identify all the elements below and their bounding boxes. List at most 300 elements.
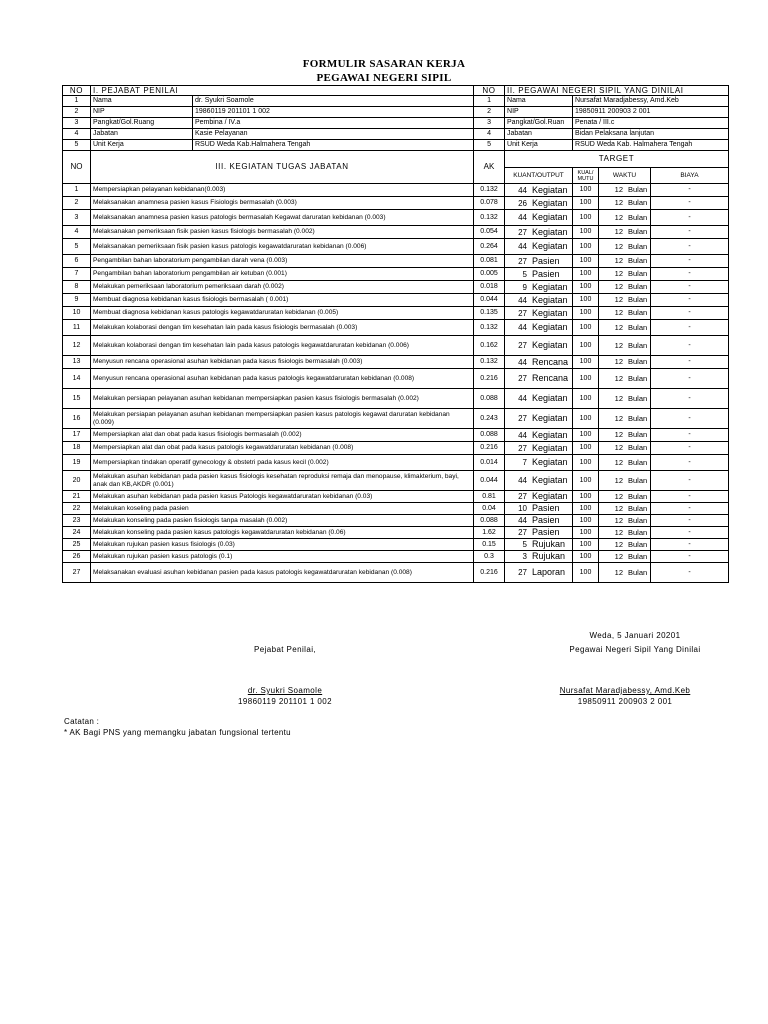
form-title: FORMULIR SASARAN KERJA xyxy=(302,58,466,70)
row-description: Pengambilan bahan laboratorium pengambilan air ketuban (0.001) xyxy=(91,268,474,281)
row-ak: 0.054 xyxy=(474,226,505,239)
row-waktu-unit: Bulan xyxy=(628,241,648,251)
row-no: 6 xyxy=(63,255,91,268)
row-biaya: - xyxy=(651,307,729,320)
row-mutu: 100 xyxy=(573,336,599,356)
row-waktu-value: 12 xyxy=(614,256,623,265)
row-mutu: 100 xyxy=(573,307,599,320)
table-row xyxy=(63,197,729,210)
info-value-right: Bidan Pelaksana lanjutan xyxy=(573,129,729,140)
row-no: 19 xyxy=(63,455,91,471)
row-kuant-output xyxy=(505,210,573,226)
row-description: Melakukan pemeriksaan laboratorium pemeriksaan darah (0.002) xyxy=(91,281,474,294)
row-kuant-output xyxy=(505,226,573,239)
row-mutu: 100 xyxy=(573,389,599,409)
row-no: 17 xyxy=(63,429,91,442)
row-mutu: 100 xyxy=(573,369,599,389)
row-no: 3 xyxy=(63,210,91,226)
row-biaya: - xyxy=(651,551,729,563)
right-signer-name: Nursafat Maradjabessy, Amd.Keb xyxy=(559,686,691,695)
info-label-left: Nama xyxy=(91,96,193,107)
row-waktu-value: 12 xyxy=(614,340,623,350)
header-no-left: NO xyxy=(63,86,91,96)
row-kuant-output xyxy=(505,184,573,197)
right-signer-title: Pegawai Negeri Sipil Yang Dinilai xyxy=(569,645,701,654)
table-row xyxy=(63,356,729,369)
col-target-header: TARGET xyxy=(505,151,729,168)
row-no: 13 xyxy=(63,356,91,369)
row-description: Mempersiapkan alat dan obat pada kasus fisiologis bermasalah (0.002) xyxy=(91,429,474,442)
row-qty: 27 xyxy=(518,374,527,383)
row-ak: 0.3 xyxy=(474,551,505,563)
row-kuant-output xyxy=(505,268,573,281)
table-row xyxy=(63,294,729,307)
row-kuant-output xyxy=(505,369,573,389)
row-waktu-value: 12 xyxy=(614,430,623,439)
row-biaya: - xyxy=(651,527,729,539)
row-waktu xyxy=(599,184,651,197)
row-waktu xyxy=(599,336,651,356)
row-biaya: - xyxy=(651,281,729,294)
row-waktu-value: 12 xyxy=(614,515,623,525)
row-waktu xyxy=(599,197,651,210)
row-waktu-unit: Bulan xyxy=(628,515,648,525)
row-biaya: - xyxy=(651,197,729,210)
col-kual-header: KUAL/ MUTU xyxy=(573,168,599,184)
row-description: Melaksanakan anamnesa pasien kasus patologis bermasalah Kegawat daruratan kebidanan (0.003) xyxy=(91,210,474,226)
row-biaya: - xyxy=(651,491,729,503)
info-no-left: 3 xyxy=(63,118,91,129)
row-ak: 0.132 xyxy=(474,184,505,197)
row-waktu-unit: Bulan xyxy=(628,457,648,467)
row-no: 27 xyxy=(63,563,91,583)
row-output-unit: Kegiatan xyxy=(532,294,568,305)
row-no: 8 xyxy=(63,281,91,294)
table-row xyxy=(63,389,729,409)
row-mutu: 100 xyxy=(573,455,599,471)
info-value-right: RSUD Weda Kab. Halmahera Tengah xyxy=(573,140,729,151)
row-waktu-value: 12 xyxy=(614,567,623,577)
row-waktu-value: 12 xyxy=(614,357,623,366)
row-waktu-value: 12 xyxy=(614,443,623,452)
row-qty: 5 xyxy=(522,540,527,549)
row-qty: 27 xyxy=(518,443,527,453)
row-qty: 9 xyxy=(522,282,527,292)
table-row xyxy=(63,503,729,515)
row-waktu xyxy=(599,409,651,429)
info-value-left: Kasie Pelayanan xyxy=(193,129,474,140)
row-waktu-value: 12 xyxy=(614,241,623,251)
row-mutu: 100 xyxy=(573,515,599,527)
row-description: Menyusun rencana operasional asuhan kebidanan pada kasus patologis kegawatdaruratan kebidanan (0.008) xyxy=(91,369,474,389)
row-waktu-value: 12 xyxy=(614,413,623,423)
row-description: Membuat diagnosa kebidanan kasus fisiologis bermasalah ( 0.001) xyxy=(91,294,474,307)
row-waktu-value: 12 xyxy=(614,393,623,403)
row-mutu: 100 xyxy=(573,563,599,583)
row-kuant-output xyxy=(505,539,573,551)
table-row xyxy=(63,268,729,281)
row-mutu: 100 xyxy=(573,442,599,455)
row-biaya: - xyxy=(651,471,729,491)
row-mutu: 100 xyxy=(573,409,599,429)
row-kuant-output xyxy=(505,336,573,356)
row-output-unit: Pasien xyxy=(532,268,560,279)
row-mutu: 100 xyxy=(573,429,599,442)
row-no: 25 xyxy=(63,539,91,551)
row-biaya: - xyxy=(651,455,729,471)
row-description: Melaksanakan pemeriksaan fisik pasien kasus fisiologis bermasalah (0.002) xyxy=(91,226,474,239)
row-waktu-unit: Bulan xyxy=(628,443,648,452)
left-signer-title: Pejabat Penilai, xyxy=(254,645,316,654)
row-mutu: 100 xyxy=(573,281,599,294)
row-output-unit: Kegiatan xyxy=(532,393,568,403)
info-no-right: 4 xyxy=(474,129,505,140)
row-ak: 0.135 xyxy=(474,307,505,320)
row-biaya: - xyxy=(651,210,729,226)
info-value-left: 19860119 201101 1 002 xyxy=(193,107,474,118)
row-qty: 27 xyxy=(518,528,527,537)
row-description: Membuat diagnosa kebidanan kasus patologis kegawatdaruratan kebidanan (0.005) xyxy=(91,307,474,320)
info-label-right: NIP xyxy=(505,107,573,118)
row-output-unit: Kegiatan xyxy=(532,197,568,208)
row-waktu xyxy=(599,307,651,320)
row-waktu xyxy=(599,551,651,563)
row-output-unit: Kegiatan xyxy=(532,322,568,332)
table-row xyxy=(63,281,729,294)
row-kuant-output xyxy=(505,471,573,491)
row-output-unit: Kegiatan xyxy=(532,241,568,251)
row-ak: 0.216 xyxy=(474,563,505,583)
row-waktu xyxy=(599,471,651,491)
row-waktu xyxy=(599,239,651,255)
row-no: 12 xyxy=(63,336,91,356)
row-no: 11 xyxy=(63,320,91,336)
info-label-right: Unit Kerja xyxy=(505,140,573,151)
row-waktu-unit: Bulan xyxy=(628,322,648,332)
row-waktu-unit: Bulan xyxy=(628,256,648,265)
row-waktu-unit: Bulan xyxy=(628,527,648,537)
info-value-left: Pembina / IV.a xyxy=(193,118,474,129)
row-waktu-unit: Bulan xyxy=(628,295,648,304)
row-description: Melakukan koseling pada pasien xyxy=(91,503,474,515)
col-no-header: NO xyxy=(63,151,91,184)
row-mutu: 100 xyxy=(573,255,599,268)
section-pejabat-penilai: I. PEJABAT PENILAI xyxy=(91,86,474,96)
row-description: Melakukan rujukan pasien kasus patologis (0.1) xyxy=(91,551,474,563)
row-waktu xyxy=(599,226,651,239)
notes-label: Catatan : xyxy=(64,717,100,726)
row-waktu-unit: Bulan xyxy=(628,475,648,485)
row-output-unit: Kegiatan xyxy=(532,226,568,237)
row-description: Melaksanakan anamnesa pasien kasus Fisiologis bermasalah (0.003) xyxy=(91,197,474,210)
info-label-right: Jabatan xyxy=(505,129,573,140)
row-biaya: - xyxy=(651,226,729,239)
row-qty: 44 xyxy=(518,394,527,403)
row-waktu-unit: Bulan xyxy=(628,308,648,317)
row-description: Melakukan kolaborasi dengan tim kesehatan lain pada kasus fisiologis bermasalah (0.003) xyxy=(91,320,474,336)
row-ak: 0.132 xyxy=(474,320,505,336)
row-ak: 0.005 xyxy=(474,268,505,281)
row-ak: 0.162 xyxy=(474,336,505,356)
row-output-unit: Kegiatan xyxy=(532,442,568,453)
row-description: Melakukan kolaborasi dengan tim kesehatan lain pada kasus patologis kegawatdaruratan kebidanan (0.006) xyxy=(91,336,474,356)
table-row xyxy=(63,239,729,255)
row-no: 14 xyxy=(63,369,91,389)
row-ak: 0.132 xyxy=(474,356,505,369)
row-waktu-unit: Bulan xyxy=(628,373,648,383)
row-waktu-unit: Bulan xyxy=(628,269,648,278)
row-waktu xyxy=(599,455,651,471)
row-waktu xyxy=(599,389,651,409)
row-ak: 0.088 xyxy=(474,389,505,409)
row-no: 1 xyxy=(63,184,91,197)
row-biaya: - xyxy=(651,409,729,429)
row-biaya: - xyxy=(651,539,729,551)
row-ak: 0.044 xyxy=(474,471,505,491)
row-waktu-value: 12 xyxy=(614,527,623,537)
row-waktu-unit: Bulan xyxy=(628,198,648,207)
row-kuant-output xyxy=(505,197,573,210)
info-label-left: Jabatan xyxy=(91,129,193,140)
row-qty: 5 xyxy=(522,269,527,279)
row-output-unit: Rencana xyxy=(532,373,569,383)
row-no: 23 xyxy=(63,515,91,527)
table-row xyxy=(63,471,729,491)
kegiatan-table xyxy=(62,150,729,583)
row-waktu xyxy=(599,320,651,336)
row-waktu-value: 12 xyxy=(614,373,623,383)
info-value-left: RSUD Weda Kab.Halmahera Tengah xyxy=(193,140,474,151)
row-qty: 7 xyxy=(522,458,527,467)
row-waktu xyxy=(599,294,651,307)
row-qty: 44 xyxy=(518,185,527,195)
row-no: 15 xyxy=(63,389,91,409)
row-biaya: - xyxy=(651,429,729,442)
row-kuant-output xyxy=(505,527,573,539)
info-no-left: 2 xyxy=(63,107,91,118)
row-qty: 44 xyxy=(518,213,527,222)
col-kegiatan-header: III. KEGIATAN TUGAS JABATAN xyxy=(91,151,474,184)
row-waktu-unit: Bulan xyxy=(628,503,648,513)
row-qty: 10 xyxy=(518,504,527,513)
row-waktu-value: 12 xyxy=(614,282,623,291)
row-waktu xyxy=(599,268,651,281)
row-qty: 27 xyxy=(518,227,527,237)
official-info-row xyxy=(63,118,729,129)
table-row xyxy=(63,429,729,442)
row-biaya: - xyxy=(651,239,729,255)
row-no: 21 xyxy=(63,491,91,503)
row-ak: 0.088 xyxy=(474,429,505,442)
row-kuant-output xyxy=(505,307,573,320)
row-waktu xyxy=(599,527,651,539)
left-signer-name: dr. Syukri Soamole xyxy=(247,686,323,695)
row-waktu-unit: Bulan xyxy=(628,393,648,403)
row-no: 10 xyxy=(63,307,91,320)
row-kuant-output xyxy=(505,281,573,294)
row-waktu-value: 12 xyxy=(614,308,623,317)
row-waktu-value: 12 xyxy=(614,322,623,332)
row-qty: 44 xyxy=(518,476,527,485)
row-biaya: - xyxy=(651,336,729,356)
row-qty: 44 xyxy=(518,516,527,525)
row-waktu xyxy=(599,563,651,583)
row-waktu xyxy=(599,281,651,294)
row-biaya: - xyxy=(651,389,729,409)
row-output-unit: Kegiatan xyxy=(532,475,568,485)
row-biaya: - xyxy=(651,442,729,455)
row-mutu: 100 xyxy=(573,527,599,539)
row-waktu xyxy=(599,369,651,389)
info-no-right: 3 xyxy=(474,118,505,129)
row-ak: 0.081 xyxy=(474,255,505,268)
row-waktu-unit: Bulan xyxy=(628,567,648,577)
row-no: 7 xyxy=(63,268,91,281)
row-description: Melakukan persiapan pelayanan asuhan kebidanan mempersiapkan pasien kasus patologis kegawat daruratan kebidanan (0.009) xyxy=(91,409,474,429)
row-description: Melakukan asuhan kebidanan pada pasien kasus Patologis kegawatdaruratan kebidanan (0.03) xyxy=(91,491,474,503)
row-ak: 0.81 xyxy=(474,491,505,503)
notes-line: * AK Bagi PNS yang memangku jabatan fungsional tertentu xyxy=(64,728,291,737)
row-output-unit: Laporan xyxy=(532,567,566,577)
row-waktu xyxy=(599,255,651,268)
row-description: Mempersiapkan pelayanan kebidanan(0.003) xyxy=(91,184,474,197)
row-waktu xyxy=(599,539,651,551)
row-biaya: - xyxy=(651,320,729,336)
row-description: Mempersiapkan alat dan obat pada kasus patologis kegawatdaruratan kebidanan (0.008) xyxy=(91,442,474,455)
row-ak: 0.014 xyxy=(474,455,505,471)
table-row xyxy=(63,369,729,389)
row-waktu-unit: Bulan xyxy=(628,430,648,439)
table-row xyxy=(63,226,729,239)
info-no-left: 4 xyxy=(63,129,91,140)
row-output-unit: Rujukan xyxy=(532,551,566,561)
table-row xyxy=(63,491,729,503)
row-waktu-value: 12 xyxy=(614,212,623,222)
row-qty: 27 xyxy=(518,414,527,423)
row-no: 22 xyxy=(63,503,91,515)
row-output-unit: Rencana xyxy=(532,356,569,367)
row-waktu-value: 12 xyxy=(614,491,623,501)
table-row xyxy=(63,442,729,455)
info-value-right: Nursafat Maradjabessy, Amd.Keb xyxy=(573,96,729,107)
table-row xyxy=(63,210,729,226)
table-row xyxy=(63,336,729,356)
row-biaya: - xyxy=(651,268,729,281)
row-mutu: 100 xyxy=(573,184,599,197)
table-row xyxy=(63,563,729,583)
row-kuant-output xyxy=(505,429,573,442)
row-waktu-value: 12 xyxy=(614,198,623,207)
left-signer-nip: 19860119 201101 1 002 xyxy=(238,697,332,706)
row-kuant-output xyxy=(505,255,573,268)
row-mutu: 100 xyxy=(573,239,599,255)
section-pns-dinilai: II. PEGAWAI NEGERI SIPIL YANG DINILAI xyxy=(505,86,729,96)
row-kuant-output xyxy=(505,320,573,336)
row-kuant-output xyxy=(505,442,573,455)
row-ak: 0.216 xyxy=(474,442,505,455)
row-description: Melakukan konseling pada pasien fisiologis tanpa masalah (0.002) xyxy=(91,515,474,527)
row-waktu-value: 12 xyxy=(614,185,623,194)
row-output-unit: Kegiatan xyxy=(532,457,568,467)
col-biaya-header: BIAYA xyxy=(651,168,729,184)
row-kuant-output xyxy=(505,491,573,503)
row-mutu: 100 xyxy=(573,210,599,226)
row-waktu xyxy=(599,429,651,442)
table-row xyxy=(63,320,729,336)
table-row xyxy=(63,515,729,527)
official-info-row xyxy=(63,96,729,107)
row-ak: 0.018 xyxy=(474,281,505,294)
row-biaya: - xyxy=(651,255,729,268)
row-waktu-value: 12 xyxy=(614,457,623,467)
row-no: 18 xyxy=(63,442,91,455)
row-waktu xyxy=(599,503,651,515)
row-description: Melakukan persiapan pelayanan asuhan kebidanan mempersiapkan pasien kasus fisiologis bermasalah (0.002) xyxy=(91,389,474,409)
row-qty: 44 xyxy=(518,242,527,251)
row-no: 24 xyxy=(63,527,91,539)
row-biaya: - xyxy=(651,563,729,583)
row-output-unit: Rujukan xyxy=(532,539,566,549)
row-no: 16 xyxy=(63,409,91,429)
row-kuant-output xyxy=(505,294,573,307)
row-qty: 44 xyxy=(518,430,527,440)
row-ak: 0.15 xyxy=(474,539,505,551)
info-no-right: 1 xyxy=(474,96,505,107)
row-output-unit: Kegiatan xyxy=(532,212,568,222)
row-output-unit: Kegiatan xyxy=(532,281,568,292)
row-waktu-value: 12 xyxy=(614,503,623,513)
row-qty: 27 xyxy=(518,256,527,266)
row-ak: 0.078 xyxy=(474,197,505,210)
row-mutu: 100 xyxy=(573,320,599,336)
info-value-left: dr. Syukri Soamole xyxy=(193,96,474,107)
table-row xyxy=(63,551,729,563)
row-kuant-output xyxy=(505,409,573,429)
row-kuant-output xyxy=(505,503,573,515)
row-mutu: 100 xyxy=(573,471,599,491)
row-waktu-value: 12 xyxy=(614,539,623,549)
row-qty: 44 xyxy=(518,295,527,305)
row-output-unit: Kegiatan xyxy=(532,184,568,195)
row-waktu-value: 12 xyxy=(614,227,623,236)
row-description: Melakukan asuhan kebidanan pada pasien kasus fisiologis kesehatan reproduksi remaja dan menopause, klimakterium, bayi, anak dan KB,AKDR (0.001) xyxy=(91,471,474,491)
row-ak: 0.044 xyxy=(474,294,505,307)
row-ak: 1.62 xyxy=(474,527,505,539)
row-waktu-unit: Bulan xyxy=(628,539,648,549)
table-row xyxy=(63,255,729,268)
row-mutu: 100 xyxy=(573,491,599,503)
info-value-right: 19850911 200903 2 001 xyxy=(573,107,729,118)
row-waktu xyxy=(599,210,651,226)
info-value-right: Penata / III.c xyxy=(573,118,729,129)
row-kuant-output xyxy=(505,551,573,563)
row-description: Melakukan rujukan pasien kasus fisiologis (0.03) xyxy=(91,539,474,551)
row-waktu-value: 12 xyxy=(614,475,623,485)
row-biaya: - xyxy=(651,503,729,515)
row-output-unit: Pasien xyxy=(532,527,560,537)
row-description: Menyusun rencana operasional asuhan kebidanan pada kasus fisiologis bermasalah (0.003) xyxy=(91,356,474,369)
info-label-right: Nama xyxy=(505,96,573,107)
row-qty: 3 xyxy=(522,552,527,561)
row-qty: 44 xyxy=(518,357,527,367)
row-ak: 0.04 xyxy=(474,503,505,515)
info-label-left: Pangkat/Gol.Ruang xyxy=(91,118,193,129)
info-label-right: Pangkat/Gol.Ruan xyxy=(505,118,573,129)
row-mutu: 100 xyxy=(573,294,599,307)
row-biaya: - xyxy=(651,515,729,527)
table-row xyxy=(63,409,729,429)
info-no-left: 5 xyxy=(63,140,91,151)
